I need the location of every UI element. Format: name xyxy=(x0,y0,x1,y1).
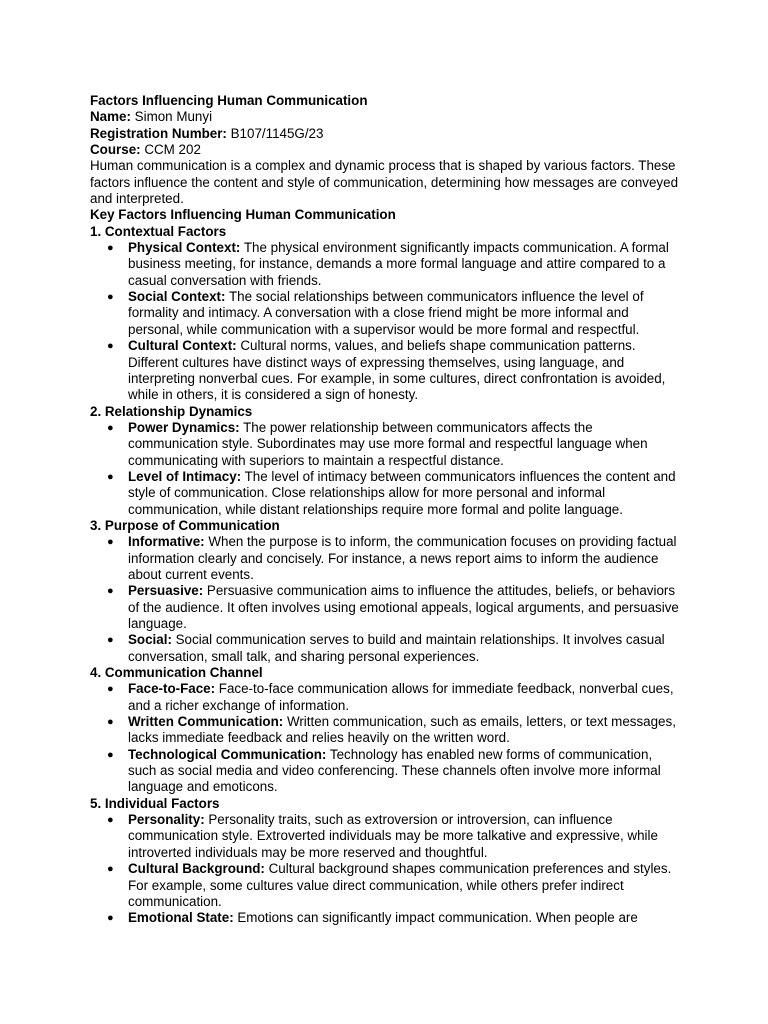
section-heading: 5. Individual Factors xyxy=(90,795,220,811)
meta-line xyxy=(90,109,680,125)
item-text: Written communication, such as emails, letters, or text messages, lacks immediate feedback and relies heavily on the written word. xyxy=(128,714,676,746)
list-item xyxy=(107,910,680,926)
meta-value: Simon Munyi xyxy=(130,109,213,125)
bullet-icon: ● xyxy=(107,585,114,598)
meta-line xyxy=(90,126,680,142)
bullet-icon: ● xyxy=(107,340,114,353)
list-item xyxy=(107,861,680,910)
list-item xyxy=(107,240,680,289)
meta-value: CCM 202 xyxy=(140,142,201,158)
item-text: The physical environment significantly impacts communication. A formal business meeting, for instance, demands a more formal language and attire compared to a casual conversation with friends. xyxy=(128,240,669,288)
bullet-icon: ● xyxy=(107,748,114,761)
item-term: Written Communication: xyxy=(128,714,284,730)
list-item xyxy=(107,534,680,583)
list-item xyxy=(107,714,680,747)
bullet-icon: ● xyxy=(107,716,114,729)
list-item xyxy=(107,681,680,714)
item-term: Social Context: xyxy=(128,289,226,305)
bullet-list xyxy=(90,240,680,403)
item-term: Emotional State: xyxy=(128,910,234,926)
bullet-list xyxy=(90,534,680,665)
bullet-icon: ● xyxy=(107,421,114,434)
item-text: When the purpose is to inform, the communication focuses on providing factual information clearly and concisely. For instance, a news report aims to inform the audience about current events. xyxy=(128,534,677,582)
list-item xyxy=(107,632,680,665)
bullet-icon: ● xyxy=(107,634,114,647)
section-heading: 3. Purpose of Communication xyxy=(90,517,280,533)
sections-container xyxy=(90,224,680,927)
item-text: Technology has enabled new forms of communication, such as social media and video conferencing. These channels often involve more informal language and emoticons. xyxy=(128,746,661,795)
item-term: Technological Communication: xyxy=(128,746,327,762)
meta-line xyxy=(90,142,680,158)
item-term: Power Dynamics: xyxy=(128,419,240,435)
item-term: Informative: xyxy=(128,534,205,550)
key-factors-heading: Key Factors Influencing Human Communication xyxy=(90,207,396,223)
item-term: Level of Intimacy: xyxy=(128,468,242,484)
meta-value: B107/1145G/23 xyxy=(226,125,324,141)
bullet-icon: ● xyxy=(107,863,114,876)
list-item xyxy=(107,289,680,338)
bullet-icon: ● xyxy=(107,912,114,925)
list-item xyxy=(107,583,680,632)
bullet-icon: ● xyxy=(107,814,114,827)
section-heading: 1. Contextual Factors xyxy=(90,223,227,239)
section-heading: 4. Communication Channel xyxy=(90,665,263,681)
item-text: The social relationships between communicators influence the level of formality and intimacy. A conversation with a close friend might be more informal and personal, while communication with a supervisor would be more formal and respectful. xyxy=(128,289,644,337)
item-term: Physical Context: xyxy=(128,240,241,256)
section-heading: 2. Relationship Dynamics xyxy=(90,403,253,419)
meta-label: Name: xyxy=(90,109,131,125)
meta-label: Registration Number: xyxy=(90,125,227,141)
item-term: Persuasive: xyxy=(128,583,204,599)
bullet-icon: ● xyxy=(107,242,114,255)
list-item xyxy=(107,338,680,403)
bullet-list xyxy=(90,681,680,795)
document-title: Factors Influencing Human Communication xyxy=(90,93,368,108)
item-text: Emotions can significantly impact communication. When people are xyxy=(233,910,638,926)
item-term: Personality: xyxy=(128,812,205,828)
item-text: Persuasive communication aims to influence the attitudes, beliefs, or behaviors of the audience. It often involves using emotional appeals, logical arguments, and persuasive language. xyxy=(128,583,679,631)
item-term: Social: xyxy=(128,632,172,648)
item-text: Cultural norms, values, and beliefs shape communication patterns. Different cultures have distinct ways of expressing themselves, using language, and interpreting nonverbal cues. For example, in some cultures, direct confrontation is avoided, while in others, it is considered a sign of honesty. xyxy=(128,338,666,403)
intro-paragraph: Human communication is a complex and dynamic process that is shaped by various factors. These factors influence the content and style of communication, determining how messages are conveyed and interpreted. xyxy=(90,158,679,207)
meta-label: Course: xyxy=(90,142,141,158)
item-text: Cultural background shapes communication preferences and styles. For example, some cultures value direct communication, while others prefer indirect communication. xyxy=(128,861,672,909)
item-term: Cultural Background: xyxy=(128,861,265,877)
item-text: The level of intimacy between communicators influences the content and style of communication. Close relationships allow for more personal and informal communication, while distant relationships require more formal and polite language. xyxy=(128,468,676,517)
list-item xyxy=(107,812,680,861)
item-text: Social communication serves to build and maintain relationships. It involves casual conversation, small talk, and sharing personal experiences. xyxy=(128,632,665,664)
list-item xyxy=(107,468,680,518)
bullet-list xyxy=(90,812,680,926)
bullet-icon: ● xyxy=(107,291,114,304)
item-term: Face-to-Face: xyxy=(128,681,216,697)
list-item xyxy=(107,746,680,796)
item-text: Personality traits, such as extroversion or introversion, can influence communication style. Extroverted individuals may be more talkative and expressive, while introverted individuals may be more reserved and thoughtful. xyxy=(128,812,658,860)
bullet-icon: ● xyxy=(107,536,114,549)
list-item xyxy=(107,419,680,469)
document-meta xyxy=(90,109,680,158)
bullet-list xyxy=(90,420,680,518)
item-text: Face-to-face communication allows for immediate feedback, nonverbal cues, and a richer exchange of information. xyxy=(128,681,674,713)
bullet-icon: ● xyxy=(107,470,114,483)
item-text: The power relationship between communicators affects the communication style. Subordinates may use more formal and respectful language when communicating with superiors to maintain a respectful distance. xyxy=(128,419,648,468)
bullet-icon: ● xyxy=(107,683,114,696)
item-term: Cultural Context: xyxy=(128,338,237,354)
